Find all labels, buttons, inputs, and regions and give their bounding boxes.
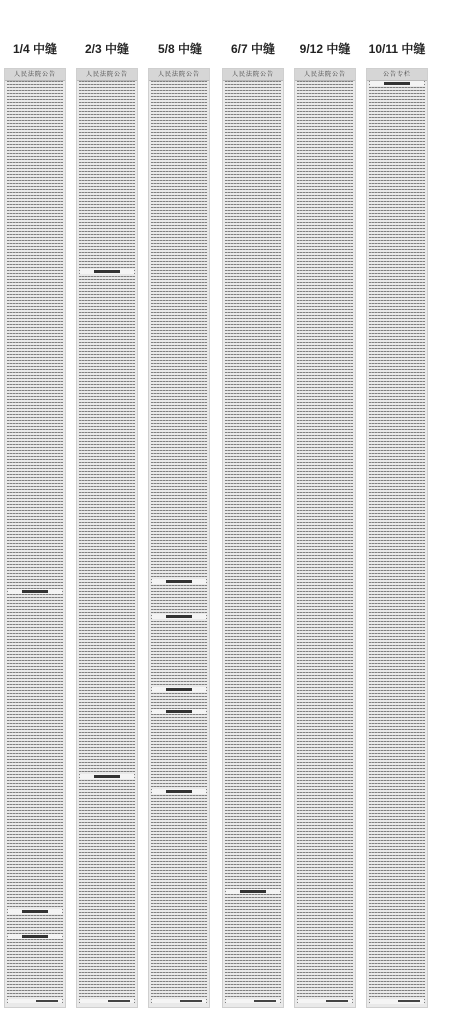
notice-column-6-7 xyxy=(222,68,284,1008)
notice-column-9-12 xyxy=(294,68,356,1008)
fine-print-text-block xyxy=(151,81,207,1005)
column-header: 人民法院公告 xyxy=(149,69,209,81)
section-heading xyxy=(226,889,280,894)
section-heading xyxy=(80,269,134,274)
notice-column-5-8 xyxy=(148,68,210,1008)
section-heading xyxy=(152,709,206,714)
column-header: 公告专栏 xyxy=(367,69,427,81)
fine-print-text-block xyxy=(297,81,353,1005)
fine-print-text-block xyxy=(369,81,425,1005)
fine-print-text-block xyxy=(225,81,281,1005)
section-heading xyxy=(152,687,206,692)
column-label-9-12: 9/12 中缝 xyxy=(299,42,351,56)
section-heading xyxy=(370,81,424,86)
column-footer xyxy=(8,999,62,1003)
column-label-10-11: 10/11 中缝 xyxy=(368,42,426,56)
column-footer xyxy=(80,999,134,1003)
column-header: 人民法院公告 xyxy=(223,69,283,81)
column-footer xyxy=(298,999,352,1003)
fine-print-text-block xyxy=(7,81,63,1005)
column-header: 人民法院公告 xyxy=(5,69,65,81)
section-heading xyxy=(152,789,206,794)
column-label-5-8: 5/8 中缝 xyxy=(157,42,203,56)
fine-print-text-block xyxy=(79,81,135,1005)
column-footer xyxy=(226,999,280,1003)
column-header: 人民法院公告 xyxy=(295,69,355,81)
section-heading xyxy=(152,579,206,584)
column-header: 人民法院公告 xyxy=(77,69,137,81)
column-footer xyxy=(152,999,206,1003)
column-label-1-4: 1/4 中缝 xyxy=(12,42,58,56)
section-heading xyxy=(8,589,62,594)
column-footer xyxy=(370,999,424,1003)
section-heading xyxy=(8,909,62,914)
notice-column-1-4 xyxy=(4,68,66,1008)
notice-column-10-11 xyxy=(366,68,428,1008)
section-heading xyxy=(8,934,62,939)
section-heading xyxy=(152,614,206,619)
notice-column-2-3 xyxy=(76,68,138,1008)
column-label-2-3: 2/3 中缝 xyxy=(84,42,130,56)
column-label-6-7: 6/7 中缝 xyxy=(230,42,276,56)
section-heading xyxy=(80,774,134,779)
